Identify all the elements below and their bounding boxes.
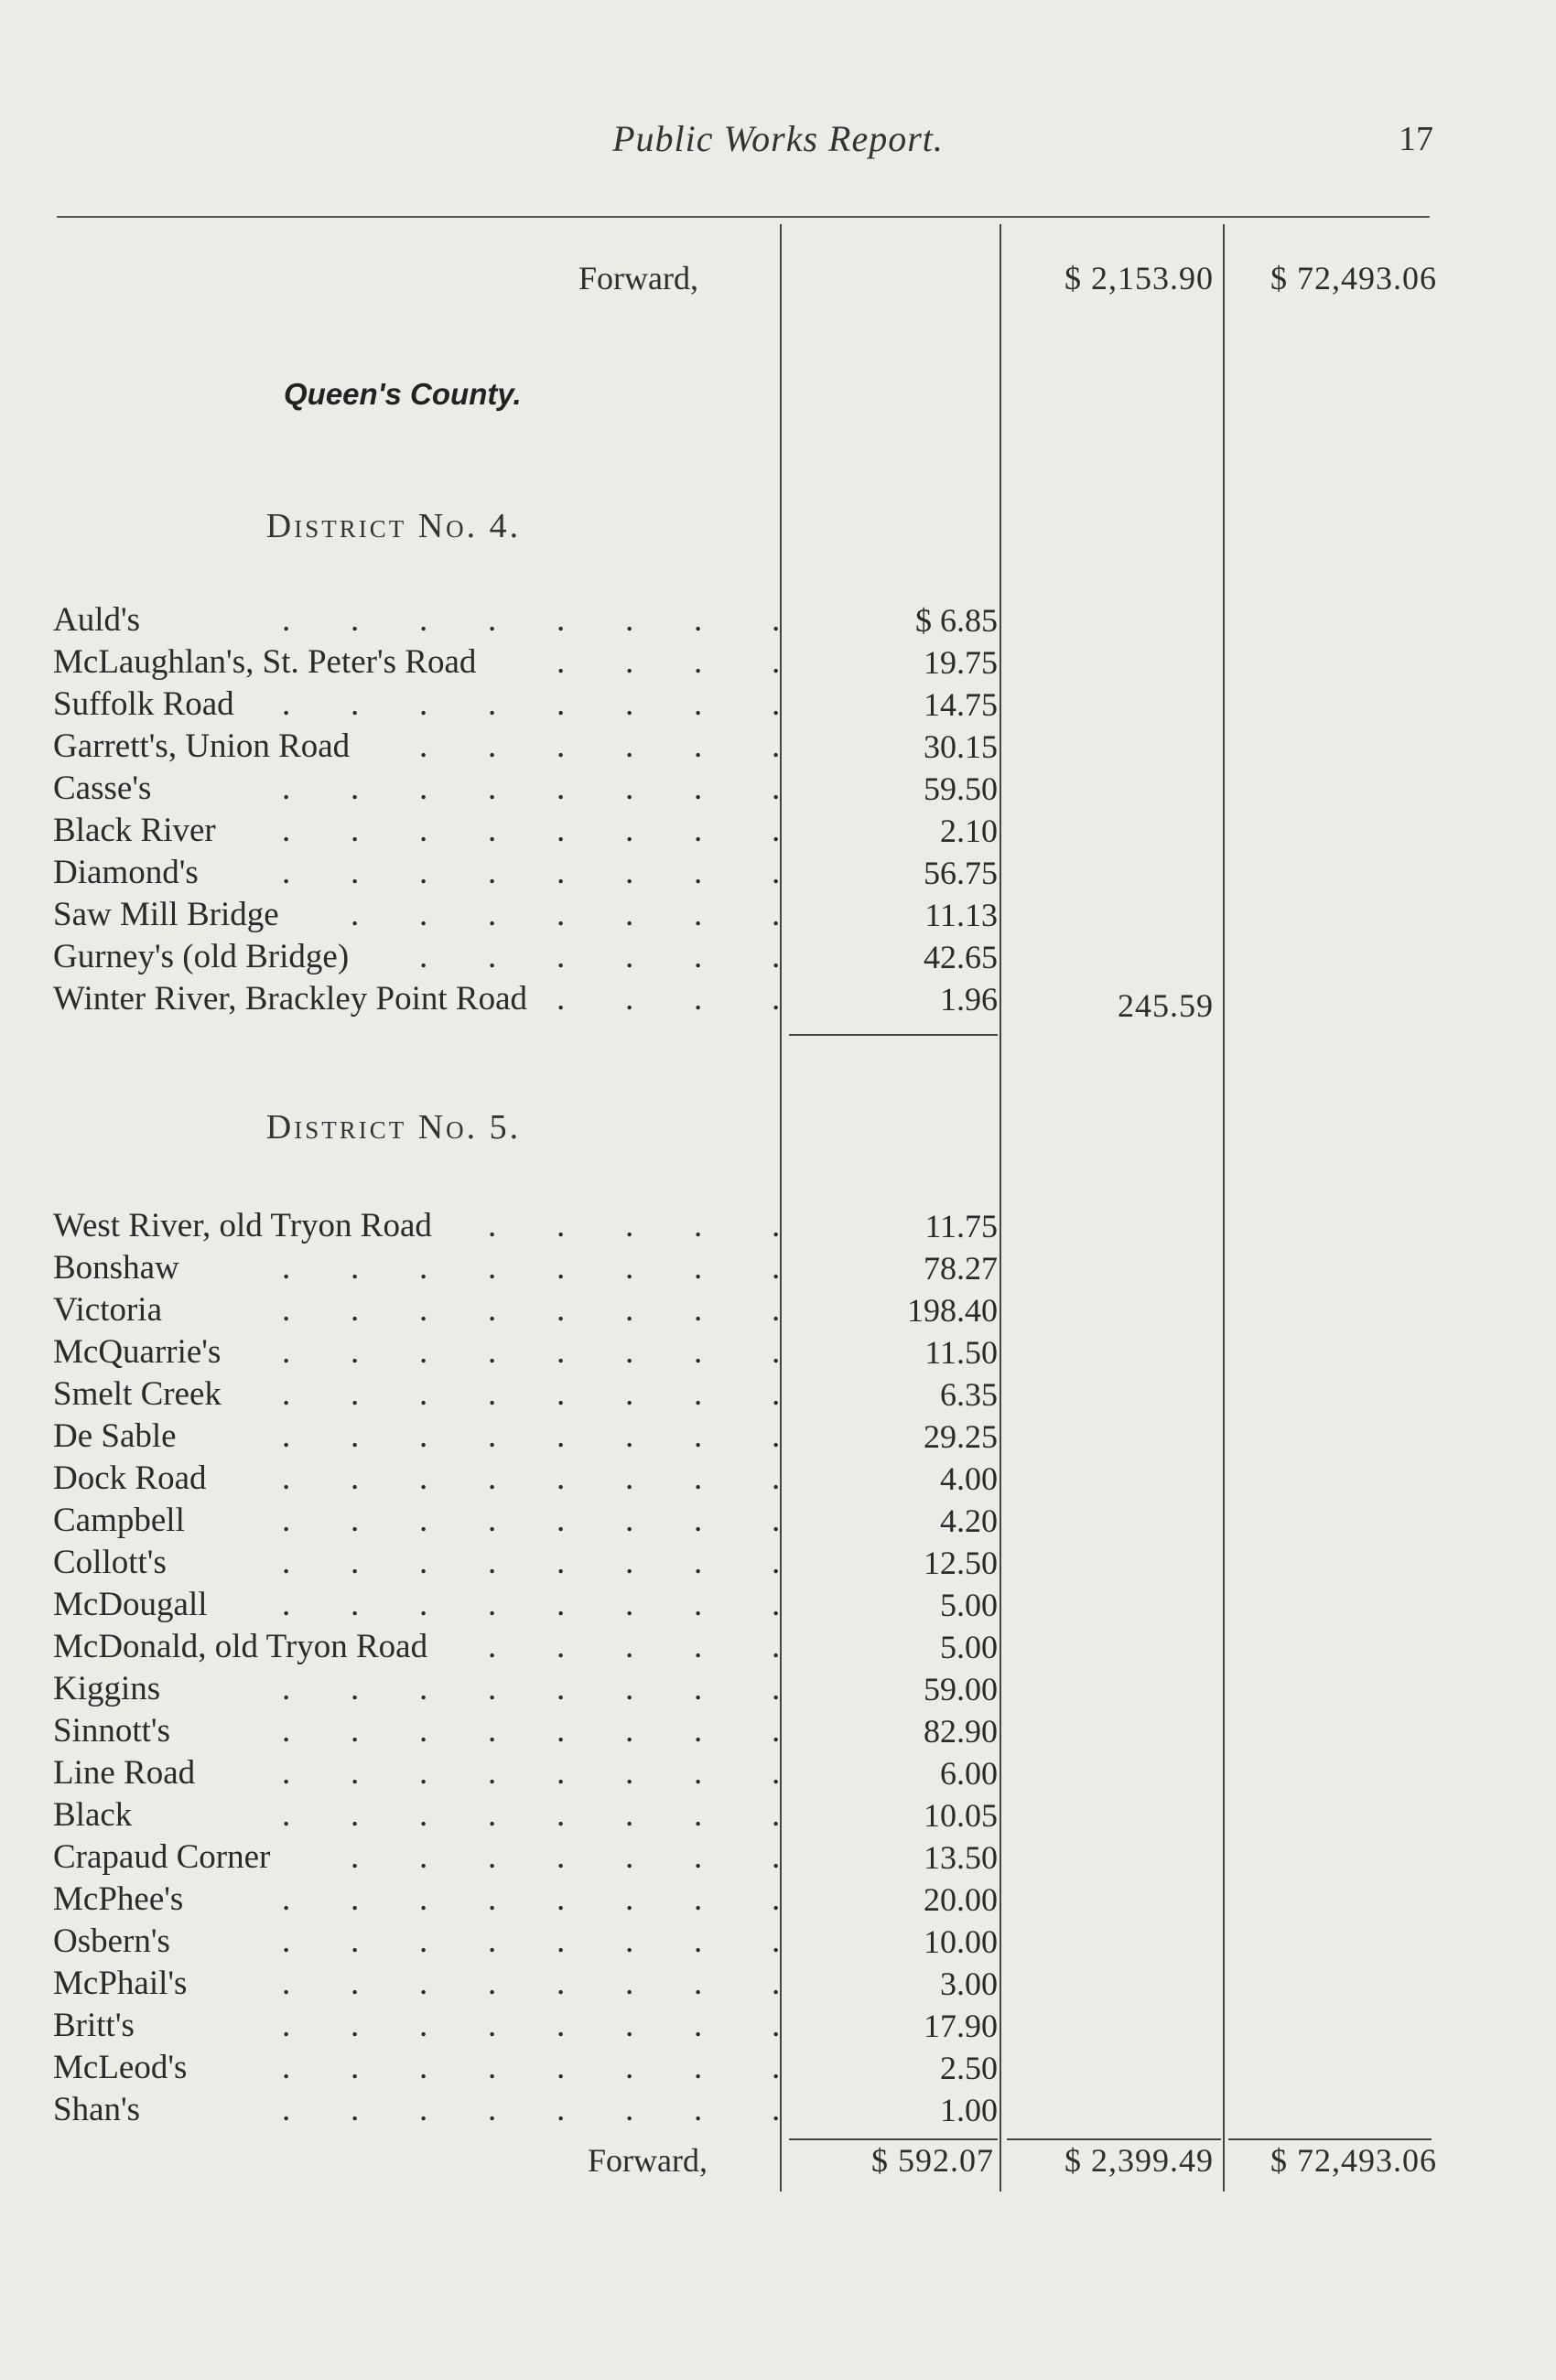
list-item: Diamond's . . . . . . . . [53,852,776,894]
entry-amount: 12.50 [924,1545,998,1581]
entry-amount: 11.13 [924,897,998,933]
entry-name: Osbern's [53,1922,170,1960]
bottom-total-rule-3 [1228,2138,1432,2140]
district-4-total: 245.59 [1118,987,1214,1024]
entry-name: Britt's [53,2007,135,2044]
entry-amount: 198.40 [907,1292,998,1329]
county-heading: Queen's County. [284,377,522,411]
entry-name: Campbell [53,1502,185,1539]
list-item: McLeod's . . . . . . . . [53,2047,776,2089]
list-item: Winter River, Brackley Point Road . . . . [53,978,776,1020]
forward-amount-col1: $ 592.07 [871,2142,994,2179]
forward-amount-col2: $ 2,399.49 [1064,2142,1214,2179]
entry-amount: 20.00 [924,1881,998,1918]
list-item: Shan's . . . . . . . . [53,2089,776,2131]
list-item: Sinnott's . . . . . . . . [53,1710,776,1752]
forward-label: Forward, [578,260,698,296]
entry-name: West River, old Tryon Road [53,1207,432,1244]
list-item: De Sable . . . . . . . . [53,1416,776,1458]
list-item: Auld's . . . . . . . . [53,599,776,641]
entry-name: Collott's [53,1544,167,1581]
entry-amount: $ 6.85 [915,602,998,639]
entry-amount: 4.20 [940,1502,998,1539]
entry-amount: 11.50 [924,1334,998,1371]
entry-name: Bonshaw [53,1249,179,1287]
entry-amount: 17.90 [924,2008,998,2044]
entry-amount: 59.00 [924,1671,998,1707]
entry-name: Black [53,1796,133,1834]
list-item: Collott's . . . . . . . . [53,1542,776,1584]
list-item: Dock Road . . . . . . . . [53,1458,776,1500]
entry-amount: 11.75 [924,1208,998,1244]
forward-amount-col3: $ 72,493.06 [1270,2142,1437,2179]
entry-name: Diamond's [53,854,199,891]
entry-name: Gurney's (old Bridge) [53,938,350,975]
list-item: McLaughlan's, St. Peter's Road . . . . [53,641,776,684]
entry-amount: 59.50 [924,770,998,807]
entry-name: McLaughlan's, St. Peter's Road [53,643,477,681]
list-item: Crapaud Corner . . . . . . . [53,1836,776,1879]
list-item: Suffolk Road . . . . . . . . [53,684,776,726]
bottom-total-rule-1 [789,2138,998,2140]
entry-amount: 6.35 [940,1376,998,1413]
entry-amount: 3.00 [940,1965,998,2002]
entry-name: De Sable [53,1417,177,1455]
column-rule-3 [1223,224,1225,2192]
entry-amount: 2.50 [940,2050,998,2086]
list-item: Black . . . . . . . . [53,1794,776,1836]
entry-name: McDonald, old Tryon Road [53,1628,428,1665]
forward-label: Forward, [588,2142,708,2179]
entry-name: Shan's [53,2091,141,2128]
entry-amount: 5.00 [940,1587,998,1623]
list-item: Kiggins . . . . . . . . [53,1668,776,1710]
list-item: McQuarrie's . . . . . . . . [53,1331,776,1373]
page-number: 17 [1399,120,1433,158]
entry-name: Kiggins [53,1670,161,1707]
list-item: Britt's . . . . . . . . [53,2005,776,2047]
entry-name: McLeod's [53,2049,188,2086]
entry-amount: 5.00 [940,1629,998,1665]
entry-name: Crapaud Corner [53,1838,271,1876]
entry-name: Dock Road [53,1459,207,1497]
entry-name: Saw Mill Bridge [53,896,279,933]
entry-name: Smelt Creek [53,1375,222,1413]
entry-amount: 1.96 [940,981,998,1018]
entry-amount: 13.50 [924,1839,998,1876]
entry-amount: 10.05 [924,1797,998,1834]
entry-name: Auld's [53,601,141,639]
list-item: Casse's . . . . . . . . [53,768,776,810]
list-item: McPhee's . . . . . . . . [53,1879,776,1921]
district-5-heading: District No. 5. [265,1108,522,1147]
entry-name: Victoria [53,1291,163,1329]
bottom-total-rule-2 [1007,2138,1221,2140]
entry-name: McPhail's [53,1965,188,2002]
entry-name: Line Road [53,1754,196,1792]
entry-name: Suffolk Road [53,685,234,723]
list-item: Osbern's . . . . . . . . [53,1921,776,1963]
district4-subtotal-rule [789,1034,998,1036]
entry-amount: 4.00 [940,1460,998,1497]
entry-amount: 56.75 [924,855,998,891]
entry-name: Casse's [53,770,152,807]
list-item: Saw Mill Bridge . . . . . . . [53,894,776,936]
entry-amount: 42.65 [924,939,998,975]
header-rule [57,216,1430,218]
entry-name: Garrett's, Union Road [53,727,351,765]
entry-name: McDougall [53,1586,208,1623]
list-item: McPhail's . . . . . . . . [53,1963,776,2005]
entry-amount: 29.25 [924,1418,998,1455]
list-item: Garrett's, Union Road . . . . . . [53,726,776,768]
entry-amount: 30.15 [924,728,998,765]
list-item: Bonshaw . . . . . . . . [53,1247,776,1289]
entry-name: Winter River, Brackley Point Road [53,980,527,1018]
entry-name: Black River [53,812,216,849]
entry-amount: 19.75 [924,644,998,681]
list-item: Line Road . . . . . . . . [53,1752,776,1794]
entry-amount: 6.00 [940,1755,998,1792]
page-title: Public Works Report. [612,118,944,159]
column-rule-2 [1000,224,1001,2192]
list-item: Smelt Creek . . . . . . . . [53,1373,776,1416]
forward-amount-col3: $ 72,493.06 [1270,260,1437,296]
entry-amount: 10.00 [924,1923,998,1960]
list-item: Campbell . . . . . . . . [53,1500,776,1542]
district-4-heading: District No. 4. [265,507,522,545]
list-item: McDonald, old Tryon Road . . . . . [53,1626,776,1668]
list-item: Gurney's (old Bridge) . . . . . . [53,936,776,978]
list-item: West River, old Tryon Road . . . . . [53,1205,776,1247]
entry-amount: 78.27 [924,1250,998,1287]
entry-name: Sinnott's [53,1712,170,1750]
list-item: Victoria . . . . . . . . [53,1289,776,1331]
list-item: McDougall . . . . . . . . [53,1584,776,1626]
forward-amount-col2: $ 2,153.90 [1064,260,1214,296]
entry-amount: 1.00 [940,2092,998,2128]
entry-amount: 2.10 [940,813,998,849]
entry-amount: 82.90 [924,1713,998,1750]
entry-name: McPhee's [53,1880,184,1918]
entry-amount: 14.75 [924,686,998,723]
entry-name: McQuarrie's [53,1333,222,1371]
list-item: Black River . . . . . . . . [53,810,776,852]
